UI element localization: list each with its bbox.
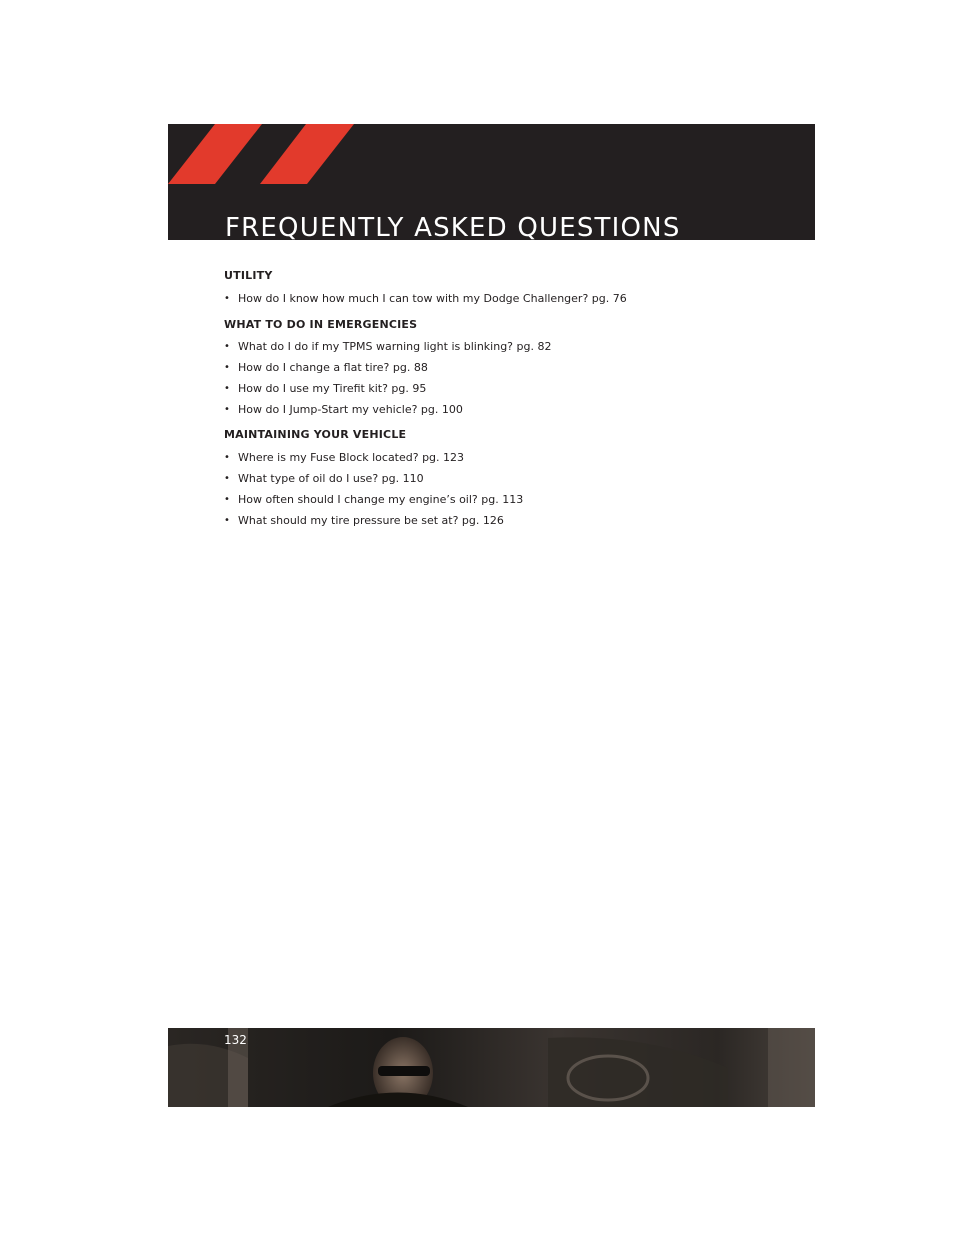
faq-item — [224, 492, 784, 513]
header-band — [168, 124, 815, 240]
section-heading: WHAT TO DO IN EMERGENCIES — [224, 318, 418, 331]
bullet-icon: • — [224, 404, 230, 415]
faq-item — [224, 291, 784, 312]
faq-question: How do I know how much I can tow with my Dodge Challenger? pg. 76 — [238, 292, 627, 305]
faq-item — [224, 471, 784, 492]
driver-photo — [168, 1028, 815, 1107]
bullet-icon: • — [224, 494, 230, 505]
page-number: 132 — [224, 1033, 247, 1047]
faq-item — [224, 339, 784, 360]
faq-question: What type of oil do I use? pg. 110 — [238, 472, 424, 485]
faq-question: How do I use my Tirefit kit? pg. 95 — [238, 382, 427, 395]
faq-question: How do I Jump-Start my vehicle? pg. 100 — [238, 403, 463, 416]
bullet-icon: • — [224, 341, 230, 352]
faq-item — [224, 450, 784, 471]
faq-item — [224, 513, 784, 534]
section-heading: MAINTAINING YOUR VEHICLE — [224, 428, 407, 441]
section-utility — [224, 268, 784, 312]
faq-item — [224, 402, 784, 423]
faq-question: How often should I change my engine’s oil? pg. 113 — [238, 493, 524, 506]
faq-question: What should my tire pressure be set at? pg. 126 — [238, 514, 504, 527]
faq-list — [224, 291, 784, 312]
faq-content — [224, 268, 784, 534]
bullet-icon: • — [224, 383, 230, 394]
faq-item — [224, 381, 784, 402]
section-heading: UTILITY — [224, 269, 273, 282]
bullet-icon: • — [224, 473, 230, 484]
faq-list — [224, 450, 784, 534]
page-title: FREQUENTLY ASKED QUESTIONS — [225, 213, 681, 240]
bullet-icon: • — [224, 452, 230, 463]
footer-photo-band — [168, 1028, 815, 1107]
section-emergencies — [224, 317, 784, 423]
bullet-icon: • — [224, 293, 230, 304]
faq-question: What do I do if my TPMS warning light is blinking? pg. 82 — [238, 340, 552, 353]
faq-question: Where is my Fuse Block located? pg. 123 — [238, 451, 465, 464]
racing-stripes-logo — [168, 124, 368, 184]
faq-list — [224, 339, 784, 423]
faq-question: How do I change a flat tire? pg. 88 — [238, 361, 428, 374]
faq-item — [224, 360, 784, 381]
section-maintaining — [224, 427, 784, 534]
bullet-icon: • — [224, 362, 230, 373]
bullet-icon: • — [224, 515, 230, 526]
